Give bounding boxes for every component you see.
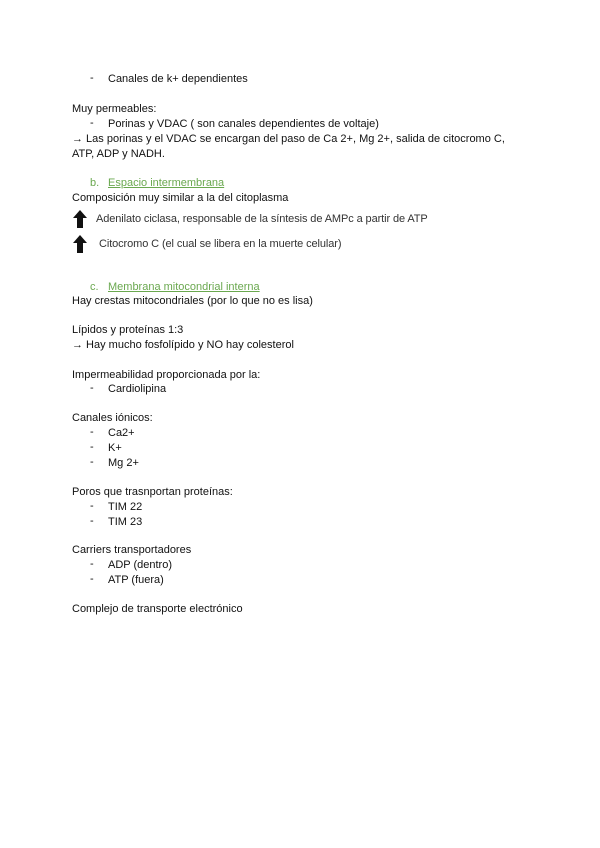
crestas-text: Hay crestas mitocondriales (por lo que no es lisa): [72, 295, 313, 307]
list-item-atp: ATP (fuera): [108, 574, 164, 586]
carriers-heading: Carriers transportadores: [72, 544, 192, 556]
list-dash: -: [90, 500, 94, 512]
list-item-tim22: TIM 22: [108, 501, 143, 513]
list-dash: -: [90, 558, 94, 570]
list-dash: -: [90, 117, 94, 129]
list-dash: -: [90, 382, 94, 394]
list-dash: -: [90, 426, 94, 438]
section-c-marker: c.: [90, 281, 99, 293]
list-item-porinas: Porinas y VDAC ( son canales dependientes de voltaje): [108, 118, 379, 130]
muy-permeables-heading: Muy permeables:: [72, 103, 157, 115]
list-dash: -: [90, 441, 94, 453]
up-arrow-icon: [73, 235, 87, 253]
section-c-title: Membrana mitocondrial interna: [108, 281, 260, 293]
porinas-note-line2: ATP, ADP y NADH.: [72, 148, 165, 160]
lipidos-note: → Hay mucho fosfolípido y NO hay colesterol: [72, 339, 294, 351]
impermeabilidad-heading: Impermeabilidad proporcionada por la:: [72, 369, 261, 381]
list-dash: -: [90, 573, 94, 585]
list-item-tim23: TIM 23: [108, 516, 143, 528]
section-b-title: Espacio intermembrana: [108, 177, 225, 189]
up-arrow-icon: [73, 210, 87, 228]
list-item-cardiolipina: Cardiolipina: [108, 383, 167, 395]
list-dash: -: [90, 456, 94, 468]
list-item-canales-k: Canales de k+ dependientes: [108, 73, 248, 85]
list-item-adp: ADP (dentro): [108, 559, 172, 571]
up-item-citocromo: Citocromo C (el cual se libera en la muerte celular): [99, 238, 342, 250]
canales-heading: Canales iónicos:: [72, 412, 153, 424]
poros-heading: Poros que trasnportan proteínas:: [72, 486, 233, 498]
complejo-text: Complejo de transporte electrónico: [72, 603, 243, 615]
lipidos-text: Lípidos y proteínas 1:3: [72, 324, 184, 336]
composition-text: Composición muy similar a la del citoplasma: [72, 192, 289, 204]
list-item-ca: Ca2+: [108, 427, 135, 439]
section-b-marker: b.: [90, 177, 100, 189]
list-dash: -: [90, 72, 94, 84]
list-item-k: K+: [108, 442, 122, 454]
up-item-adenilato: Adenilato ciclasa, responsable de la síntesis de AMPc a partir de ATP: [96, 213, 428, 225]
list-dash: -: [90, 515, 94, 527]
porinas-note-line1: → Las porinas y el VDAC se encargan del paso de Ca 2+, Mg 2+, salida de citocromo C,: [72, 133, 505, 145]
list-item-mg: Mg 2+: [108, 457, 139, 469]
